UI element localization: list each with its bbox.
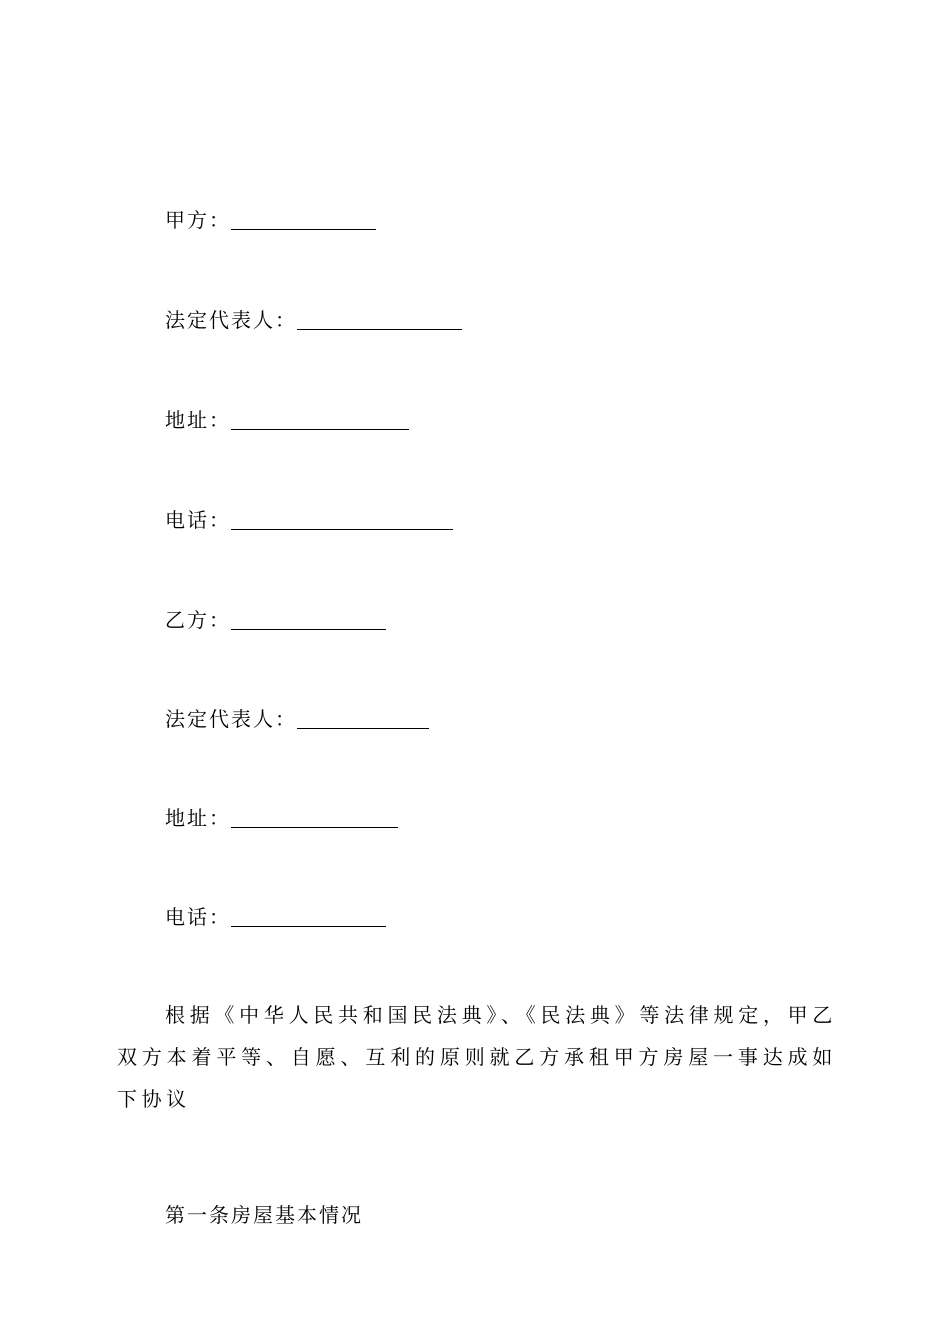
party-b-address-blank xyxy=(231,807,398,828)
party-a-representative-blank xyxy=(297,309,462,330)
party-a-label: 甲方： xyxy=(165,208,231,232)
party-a-blank xyxy=(231,209,376,230)
party-b-address-label: 地址： xyxy=(165,806,231,830)
party-a-representative-field xyxy=(165,303,462,333)
party-b-representative-blank xyxy=(297,708,429,729)
party-a-address-field xyxy=(165,403,409,433)
party-b-phone-blank xyxy=(231,906,386,927)
party-b-phone-label: 电话： xyxy=(165,905,231,929)
party-a-name-field xyxy=(165,203,376,233)
party-a-phone-blank xyxy=(231,509,453,530)
party-b-representative-field xyxy=(165,702,429,732)
party-a-address-blank xyxy=(231,409,409,430)
party-a-phone-label: 电话： xyxy=(165,508,231,532)
preamble-paragraph: 根据《中华人民共和国民法典》、《民法典》等法律规定，甲乙双方本着平等、自愿、互利的原则就乙方承租甲方房屋一事达成如下协议 xyxy=(117,1003,837,1111)
party-b-phone-field xyxy=(165,900,386,930)
party-a-address-label: 地址： xyxy=(165,408,231,432)
party-b-representative-label: 法定代表人： xyxy=(165,707,297,731)
party-a-phone-field xyxy=(165,503,453,533)
party-b-blank xyxy=(231,609,386,630)
party-a-representative-label: 法定代表人： xyxy=(165,308,297,332)
section-heading: 第一条房屋基本情况 xyxy=(165,1203,363,1227)
party-b-address-field xyxy=(165,801,398,831)
party-b-label: 乙方： xyxy=(165,608,231,632)
party-b-name-field xyxy=(165,603,386,633)
